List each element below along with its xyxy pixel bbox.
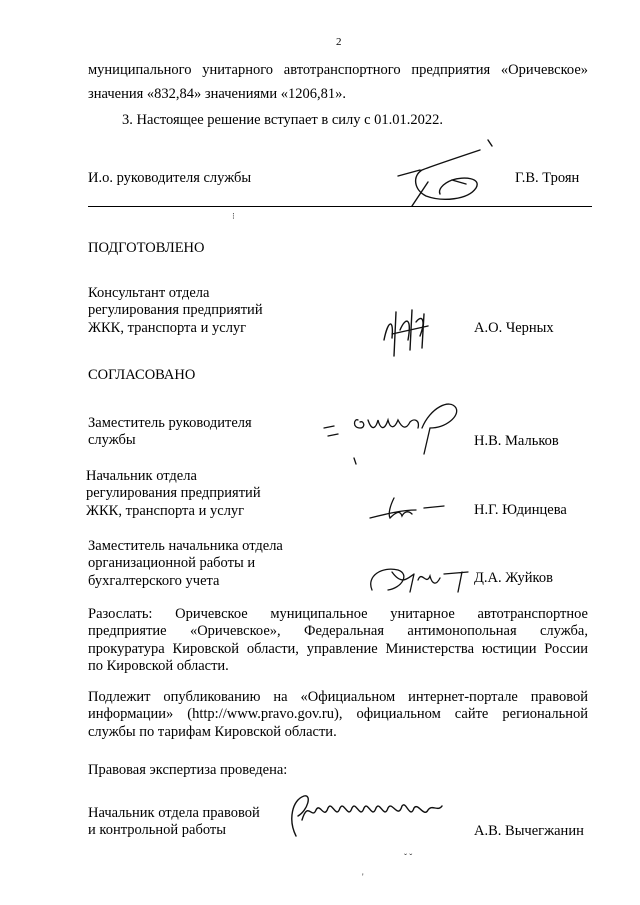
- paragraph-line: информации» (http://www.pravo.gov.ru), официальном сайте региональной: [88, 706, 588, 723]
- prepared-heading: ПОДГОТОВЛЕНО: [88, 240, 205, 256]
- agreed-signer-1-position: [88, 415, 252, 450]
- scan-mark: ': [362, 872, 364, 882]
- prepared-position: [88, 285, 263, 337]
- position-line: Начальник отдела правовой: [88, 805, 260, 821]
- scan-mark: ⁝: [232, 211, 235, 221]
- agreed-signer-3-position: [88, 538, 283, 590]
- expertise-note: Правовая экспертиза проведена:: [88, 762, 288, 778]
- intro-line-1: муниципального унитарного автотранспортного предприятия «Оричевское»: [88, 62, 588, 78]
- head-name: Г.В. Троян: [515, 170, 580, 186]
- head-position: И.о. руководителя службы: [88, 170, 252, 186]
- position-line: Заместитель руководителя: [88, 415, 252, 431]
- position-line: и контрольной работы: [88, 822, 226, 839]
- position-line: ЖКК, транспорта и услуг: [86, 502, 245, 519]
- intro-line-2: значения «832,84» значениями «1206,81».: [88, 86, 346, 102]
- effective-date-clause: 3. Настоящее решение вступает в силу с 01.01.2022.: [122, 112, 444, 128]
- paragraph-line: Подлежит опубликованию на «Официальном интернет-портале правовой: [88, 689, 588, 705]
- prepared-position-line: Консультант отдела: [88, 285, 210, 301]
- position-line: организационной работы и: [88, 555, 256, 572]
- prepared-position-line: ЖКК, транспорта и услуг: [88, 319, 247, 336]
- paragraph-line: предприятие «Оричевское», Федеральная антимонопольная служба,: [88, 623, 588, 640]
- legal-name: А.В. Вычегжанин: [474, 823, 584, 839]
- position-line: Начальник отдела: [86, 468, 197, 484]
- position-line: регулирования предприятий: [86, 485, 261, 502]
- agreed-signer-3-name: Д.А. Жуйков: [474, 570, 553, 586]
- legal-position: [88, 805, 260, 840]
- position-line: бухгалтерского учета: [88, 572, 220, 589]
- scan-mark: ˇ ˇ: [404, 852, 413, 862]
- agreed-signer-1-signature: [318, 398, 468, 470]
- prepared-name: А.О. Черных: [474, 320, 554, 336]
- page-number: 2: [336, 36, 342, 48]
- distribution-paragraph: [88, 606, 588, 676]
- head-signature: [392, 136, 504, 208]
- agreed-signer-2-name: Н.Г. Юдинцева: [474, 502, 567, 518]
- prepared-signature: [378, 300, 438, 360]
- legal-signature: [282, 790, 452, 846]
- publication-paragraph: [88, 689, 588, 741]
- agreed-heading: СОГЛАСОВАНО: [88, 367, 196, 383]
- divider-line: [88, 206, 592, 207]
- paragraph-line: прокуратура Кировской области, управление Министерства юстиции России: [88, 640, 588, 657]
- paragraph-line: по Кировской области.: [88, 658, 229, 675]
- agreed-signer-2-signature: [366, 488, 448, 528]
- position-line: Заместитель начальника отдела: [88, 538, 283, 554]
- position-line: службы: [88, 432, 136, 449]
- agreed-signer-2-position: [86, 468, 261, 520]
- paragraph-line: Разослать: Оричевское муниципальное унитарное автотранспортное: [88, 606, 588, 622]
- prepared-position-line: регулирования предприятий: [88, 302, 263, 319]
- agreed-signer-3-signature: [362, 556, 474, 598]
- paragraph-line: службы по тарифам Кировской области.: [88, 723, 337, 740]
- agreed-signer-1-name: Н.В. Мальков: [474, 433, 559, 449]
